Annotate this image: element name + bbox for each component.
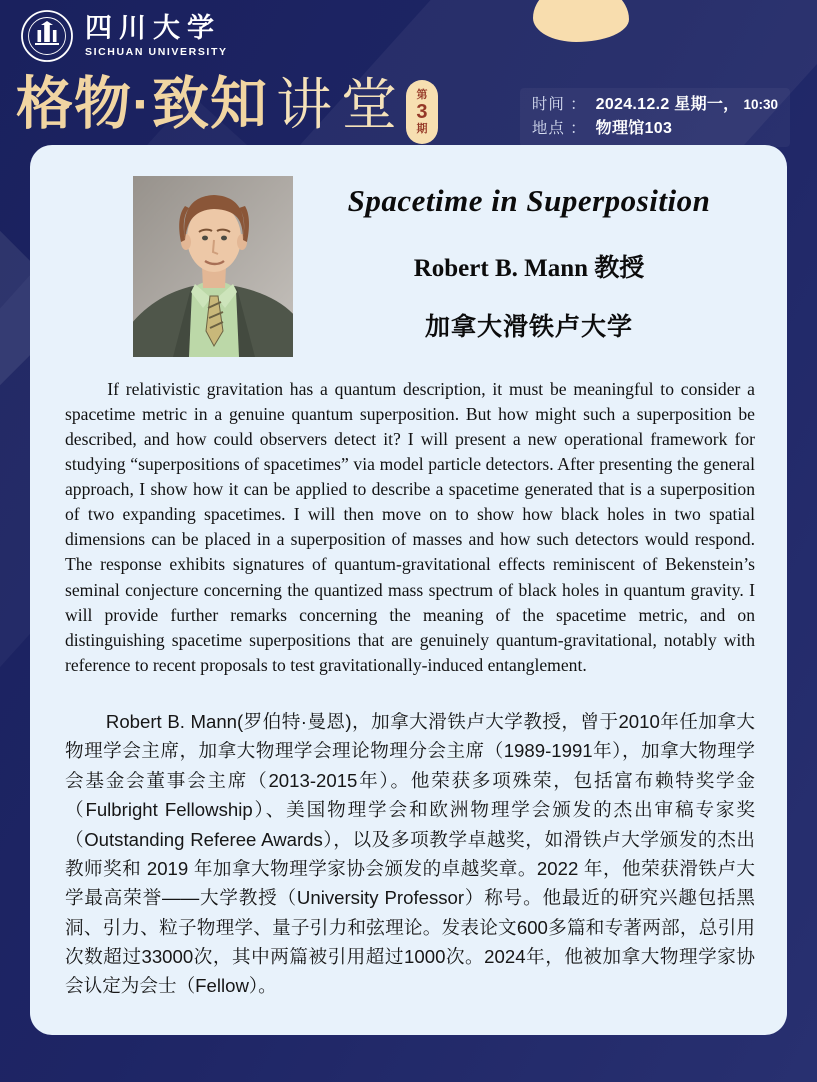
content-card <box>30 145 787 1035</box>
talk-abstract: If relativistic gravitation has a quantum description, it must be meaningful to consider a spacetime metric in a genuine quantum superposition. But how might such a superposition be described, and how could observers detect it? I will present a new operational framework for studying “superpositions of spacetimes” via model particle detectors. After presenting the general approach, I show how it can be applied to describe a spacetime generated that is a superposition of two expanding spacetimes. I will then move on to show how black holes in two spatial dimensions can be placed in a superposition of masses and how such detectors would respond. The response exhibits signatures of quantum-gravitational effects reminiscent of Bekenstein’s seminal conjecture concerning the quantized mass spectrum of black holes in quantum gravity. I will provide further remarks concerning the meaning of the spacetime metric, and on distinguishing spacetime superpositions that are genuinely quantum-gravitational, notably with reference to recent proposals to test gravitationally-induced entanglement. <box>65 379 755 675</box>
time-clock-value: 10:30 <box>743 97 778 112</box>
talk-title: Spacetime in Superposition <box>347 183 711 218</box>
sichuan-university-seal-icon <box>20 9 74 63</box>
event-meta <box>520 88 790 147</box>
talk-speaker: Robert B. Mann 教授 <box>413 255 645 282</box>
time-date-value: 2024.12.2 星期一， <box>595 96 740 113</box>
issue-badge-number: 3 <box>416 100 428 123</box>
issue-badge <box>406 80 438 144</box>
location-value: 物理馆103 <box>595 120 673 137</box>
university-name-en: SICHUAN UNIVERSITY <box>85 45 228 58</box>
issue-badge-suffix: 期 <box>416 122 428 135</box>
university-name-cn: 四川大学 <box>85 12 221 43</box>
event-time-row <box>532 93 778 117</box>
series-title-row <box>16 72 802 147</box>
talk-affiliation: 加拿大滑铁卢大学 <box>424 313 633 341</box>
speaker-bio: Robert B. Mann(罗伯特·曼恩)，加拿大滑铁卢大学教授，曾于2010年任加拿大物理学会主席，加拿大物理学会理论物理分会主席（1989-1991年），加拿大物理学会基金会董事会主席（2013-2015年）。他荣获多项殊荣，包括富布赖特奖学金（Fulbright Fellowship）、美国物理学会和欧洲物理学会颁发的杰出审稿专家奖（Outstanding Referee Awards），以及多项教学卓越奖，如滑铁卢大学颁发的杰出教师奖和 2019 年加拿大物理学家协会颁发的卓越奖章。2022 年，他荣获滑铁卢大学最高荣誉——大学教授（University Professor）称号。他最近的研究兴趣包括黑洞、引力、粒子物理学、量子引力和弦理论。发表论文600多篇和专著两部，总引用次数超过33000次，其中两篇被引用超过1000次。2024年，他被加拿大物理学家协会认定为会士（Fellow）。 <box>65 711 755 997</box>
time-label: 时间 ： <box>531 96 587 113</box>
series-title-sub: 讲堂 <box>275 73 406 136</box>
event-location-row <box>532 117 778 141</box>
location-label: 地点 ： <box>531 120 587 137</box>
university-logo-block <box>20 9 228 63</box>
issue-badge-prefix: 第 <box>416 88 428 101</box>
talk-heading-block <box>288 183 770 343</box>
speaker-photo <box>133 176 293 357</box>
series-title-main: 格物·致知 <box>16 72 268 136</box>
